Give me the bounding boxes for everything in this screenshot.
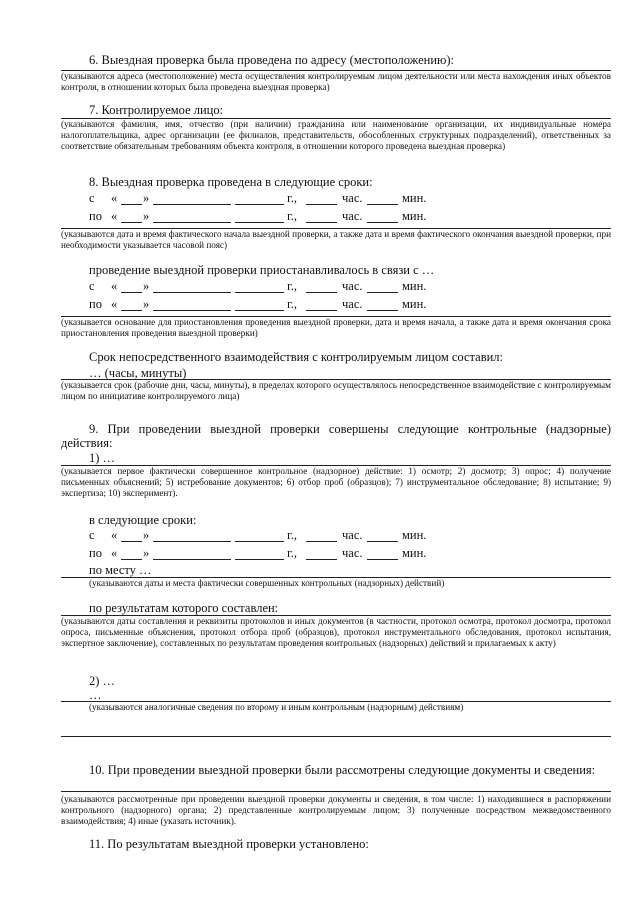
minute-field[interactable] xyxy=(367,209,398,223)
section-9-heading: 9. При проведении выездной проверки совершены следующие контрольные (надзорные) действия: xyxy=(61,422,611,450)
hour-field[interactable] xyxy=(306,209,337,223)
day-field[interactable] xyxy=(121,528,142,542)
hour-label: час. xyxy=(342,191,363,205)
month-field[interactable] xyxy=(153,528,231,542)
place-heading: по месту … xyxy=(89,563,152,577)
date-row-from xyxy=(61,528,611,544)
hour-field[interactable] xyxy=(306,528,337,542)
interaction-heading: Срок непосредственного взаимодействия с контролируемым лицом составил: xyxy=(89,350,504,364)
quote-open: « xyxy=(111,297,118,311)
quote-open: « xyxy=(111,528,118,542)
place-note: (указываются даты и места фактически совершенных контрольных (надзорных) действий) xyxy=(89,578,445,588)
section-7-heading: 7. Контролируемое лицо: xyxy=(89,103,224,117)
year-label: г., xyxy=(287,191,297,205)
from-label: с xyxy=(89,528,95,542)
terms-heading: в следующие сроки: xyxy=(89,513,197,527)
section-8-heading: 8. Выездная проверка проведена в следующие сроки: xyxy=(89,175,373,189)
hour-label: час. xyxy=(342,297,363,311)
minute-field[interactable] xyxy=(367,191,398,205)
interaction-value: … (часы, минуты) xyxy=(89,366,187,380)
interaction-note: (указывается срок (рабочие дни, часы, минуты), в пределах которого осуществлялось непосредственное взаимодействие с контролируемым лицом по инициативе контролируемого лица) xyxy=(61,380,611,401)
quote-close: » xyxy=(143,191,150,205)
date-row-from xyxy=(61,191,611,207)
minute-label: мин. xyxy=(402,297,427,311)
action-item-2: 2) … xyxy=(89,674,116,688)
day-field[interactable] xyxy=(121,297,142,311)
section-10-note: (указываются рассмотренные при проведении выездной проверки документы и сведения, в том числе: 1) находившиеся в распоряжении контрольного (надзорного) органа; 2) представленные контролируемым лицом; 3) полученные посредством межведомственного взаимодействия; 4) иные (указать источник). xyxy=(61,794,611,826)
quote-open: « xyxy=(111,209,118,223)
year-label: г., xyxy=(287,528,297,542)
year-label: г., xyxy=(287,279,297,293)
section-6-note: (указываются адреса (местоположение) места осуществления контролируемым лицом деятельности или места нахождения иных объектов контроля, в отношении которых была проведена выездная проверка) xyxy=(61,71,611,92)
hour-label: час. xyxy=(342,528,363,542)
minute-label: мин. xyxy=(402,191,427,205)
section-11-heading: 11. По результатам выездной проверки установлено: xyxy=(89,837,369,851)
minute-label: мин. xyxy=(402,546,427,560)
hour-label: час. xyxy=(342,209,363,223)
minute-field[interactable] xyxy=(367,297,398,311)
date-row-to xyxy=(61,297,611,313)
result-note: (указываются даты составления и реквизиты протоколов и иных документов (в частности, протокол осмотра, протокол досмотра, протокол опроса, письменные объяснения, протокол отбора проб (образцов), протокол инструментального обследования, протокол испытания, экспертное заключение), составленных по результатам проведения контрольных (надзорных) действий и прилагаемых к акту) xyxy=(61,616,611,648)
action-item-2-continuation: … xyxy=(89,688,102,702)
section-10-heading: 10. При проведении выездной проверки были рассмотрены следующие документы и сведения: xyxy=(89,763,596,777)
minute-label: мин. xyxy=(402,279,427,293)
quote-open: « xyxy=(111,546,118,560)
year-label: г., xyxy=(287,546,297,560)
year-field[interactable] xyxy=(235,528,284,542)
fill-line xyxy=(61,791,611,792)
month-field[interactable] xyxy=(153,209,231,223)
quote-close: » xyxy=(143,209,150,223)
minute-label: мин. xyxy=(402,209,427,223)
year-field[interactable] xyxy=(235,279,284,293)
month-field[interactable] xyxy=(153,546,231,560)
hour-label: час. xyxy=(342,279,363,293)
action-item-1-note: (указывается первое фактически совершенное контрольное (надзорное) действие: 1) осмотр; 2) досмотр; 3) опрос; 4) получение письменных объяснений; 5) истребование документов; 6) отбор проб (образцов); 7) инструментальное обследование; 8) испытание; 9) экспертиза; 10) эксперимент). xyxy=(61,466,611,498)
section-6-heading: 6. Выездная проверка была проведена по адресу (местоположению): xyxy=(89,53,455,67)
from-label: с xyxy=(89,191,95,205)
hour-field[interactable] xyxy=(306,191,337,205)
year-label: г., xyxy=(287,209,297,223)
day-field[interactable] xyxy=(121,209,142,223)
hour-field[interactable] xyxy=(306,297,337,311)
year-field[interactable] xyxy=(235,297,284,311)
to-label: по xyxy=(89,546,102,560)
suspension-note: (указывается основание для приостановления проведения выездной проверки, дата и время начала, а также дата и время окончания срока приостановления проведения выездной проверки) xyxy=(61,317,611,338)
minute-field[interactable] xyxy=(367,528,398,542)
year-label: г., xyxy=(287,297,297,311)
day-field[interactable] xyxy=(121,279,142,293)
year-field[interactable] xyxy=(235,191,284,205)
minute-field[interactable] xyxy=(367,546,398,560)
quote-open: « xyxy=(111,279,118,293)
hour-field[interactable] xyxy=(306,279,337,293)
day-field[interactable] xyxy=(121,546,142,560)
date-row-from xyxy=(61,279,611,295)
section-8-note: (указываются дата и время фактического начала выездной проверки, а также дата и время фактического окончания выездной проверки, при необходимости указывается часовой пояс) xyxy=(61,229,611,250)
result-heading: по результатам которого составлен: xyxy=(89,601,279,615)
minute-field[interactable] xyxy=(367,279,398,293)
section-7-note: (указываются фамилия, имя, отчество (при наличии) гражданина или наименование организации, их индивидуальные номера налогоплательщика, адрес организации (ее филиалов, представительств, обособленных структурных подразделений), ответственных за соответствие обязательным требованиям объекта контроля, в отношении которого проведена выездная проверка) xyxy=(61,119,611,151)
year-field[interactable] xyxy=(235,546,284,560)
quote-close: » xyxy=(143,279,150,293)
to-label: по xyxy=(89,297,102,311)
date-row-to xyxy=(61,546,611,562)
month-field[interactable] xyxy=(153,297,231,311)
fill-line xyxy=(61,736,611,737)
quote-open: « xyxy=(111,191,118,205)
from-label: с xyxy=(89,279,95,293)
quote-close: » xyxy=(143,297,150,311)
hour-label: час. xyxy=(342,546,363,560)
day-field[interactable] xyxy=(121,191,142,205)
date-row-to xyxy=(61,209,611,225)
month-field[interactable] xyxy=(153,279,231,293)
month-field[interactable] xyxy=(153,191,231,205)
year-field[interactable] xyxy=(235,209,284,223)
suspension-heading: проведение выездной проверки приостанавливалось в связи с … xyxy=(89,263,435,277)
action-item-2-note: (указываются аналогичные сведения по второму и иным контрольным (надзорным) действиям) xyxy=(89,702,464,712)
quote-close: » xyxy=(143,546,150,560)
action-item-1: 1) … xyxy=(89,451,116,465)
minute-label: мин. xyxy=(402,528,427,542)
quote-close: » xyxy=(143,528,150,542)
to-label: по xyxy=(89,209,102,223)
hour-field[interactable] xyxy=(306,546,337,560)
